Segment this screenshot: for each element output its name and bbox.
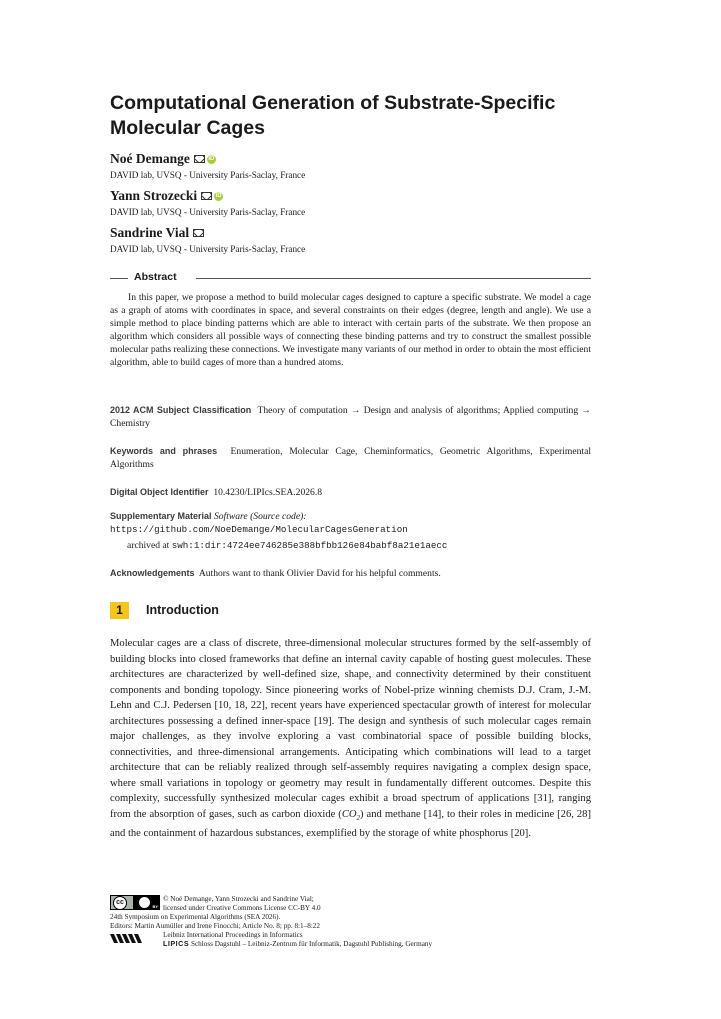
- author-name: Sandrine Vial: [110, 225, 190, 240]
- section-title: Introduction: [146, 603, 219, 617]
- abstract-rule-right: [196, 278, 591, 279]
- lipics-name: LIPICS: [163, 939, 190, 948]
- acknowledgements-label: Acknowledgements: [110, 568, 195, 578]
- abstract-heading: Abstract: [134, 271, 177, 283]
- cc-by-license-icon[interactable]: [110, 895, 160, 910]
- email-icon[interactable]: [201, 192, 212, 200]
- acm-text: Theory of computation → Design and analysis of algorithms; Applied computing → Chemistry: [110, 405, 591, 429]
- footer-editors: Editors: Martin Aumüller and Irene Finocchi; Article No. 8; pp. 8:1–8:22: [110, 922, 320, 930]
- keywords: [110, 445, 591, 471]
- author-affiliation: DAVID lab, UVSQ - University Paris-Saclay, France: [110, 244, 306, 254]
- paper-title: Computational Generation of Substrate-Specific Molecular Cages: [110, 92, 556, 139]
- email-icon[interactable]: [193, 229, 204, 237]
- co2-base: CO: [341, 808, 357, 820]
- footer-lipics-line2-wrap: [163, 940, 432, 949]
- footer-lipics-line2: Schloss Dagstuhl – Leibniz-Zentrum für Informatik, Dagstuhl Publishing, Germany: [190, 940, 433, 948]
- intro-text-part1: Molecular cages are a class of discrete, three-dimensional molecular structures formed by the self-assembly of building blocks into closed frameworks that define an internal cavity capable of hosting guest molecules. These architectures are characterized by well-defined size, shape, and connectivity determined by their constituent components and bonding topology. Since pioneering works of Nobel-prize winning chemists D.J. Cram, J.-M. Lehn and C.J. Pedersen [10, 18, 22], recent years have experienced spectacular growth of interest for molecular architectures possessing a defined inner-space [19]. The design and synthesis of such molecular cages remain major challenges, as they involve exploring a vast combinatorial space of possible building blocks, connectivities, and three-dimensional arrangements. Anticipating which combinations will lead to a target architecture that can be reliably realized through self-assembly requires navigating a complex design space, where small variations in topology or geometry may result in fundamentally different outcomes. Despite this complexity, successfully synthesized molecular cages exhibit a broad spectrum of applications [31], ranging from the absorption of gases, such as carbon dioxide (: [110, 638, 591, 820]
- orcid-icon[interactable]: iD: [208, 156, 215, 163]
- abstract-text: In this paper, we propose a method to build molecular cages designed to capture a specific substrate. We model a cage as a graph of atoms with coordinates in space, and several constraints on their edges (degree, length and angle). We use a simple method to place binding patterns which are able to interact with certain parts of the substrate. We then propose an algorithm which considers all possible ways of connecting these binding patterns and try to construct the smallest possible molecular paths realizing these connections. We investigate many variants of our method in order to obtain the most efficient algorithm, able to build cages of more than a hundred atoms.: [110, 292, 591, 368]
- acm-classification: [110, 404, 591, 430]
- supplementary: [110, 510, 591, 523]
- cc-icon: cc: [113, 896, 127, 910]
- author-name: Noé Demange: [110, 151, 190, 166]
- email-icon[interactable]: [194, 155, 205, 163]
- supplementary-kind: Software (Source code):: [213, 511, 307, 522]
- orcid-icon[interactable]: iD: [215, 193, 222, 200]
- author-1: [110, 151, 216, 167]
- author-affiliation: DAVID lab, UVSQ - University Paris-Saclay, France: [110, 170, 306, 180]
- author-name: Yann Strozecki: [110, 188, 198, 203]
- by-label: BY: [152, 904, 158, 909]
- lipics-logo-icon: [110, 932, 156, 945]
- repository-link[interactable]: https://github.com/NoeDemange/MolecularCagesGeneration: [110, 524, 408, 535]
- doi-label: Digital Object Identifier: [110, 487, 209, 497]
- intro-text-part2: ) and methane [14], to their roles in medicine [26, 28] and the containment of hazardous substances, exemplified by the storage of white phosphorus [20].: [110, 808, 591, 840]
- doi: [110, 486, 591, 499]
- keywords-label: Keywords and phrases: [110, 446, 218, 456]
- footer-license: licensed under Creative Commons License CC-BY 4.0: [163, 904, 321, 912]
- section-number-badge: 1: [110, 602, 129, 619]
- acknowledgements-text: Authors want to thank Olivier David for his helpful comments.: [198, 568, 441, 579]
- footer-lipics-line1: Leibniz International Proceedings in Informatics: [163, 931, 303, 939]
- footer-copyright: © Noé Demange, Yann Strozecki and Sandrine Vial;: [163, 895, 314, 903]
- abstract-rule-left: [110, 278, 128, 279]
- co2-subscript: 2: [356, 813, 361, 822]
- archived-line: [127, 540, 447, 551]
- archived-prefix: archived at: [127, 540, 170, 551]
- supplementary-label: Supplementary Material: [110, 511, 212, 521]
- author-3: [110, 225, 204, 241]
- doi-text[interactable]: 10.4230/LIPIcs.SEA.2026.8: [213, 487, 323, 498]
- introduction-paragraph: [110, 636, 591, 842]
- acm-label: 2012 ACM Subject Classification: [110, 405, 252, 415]
- keywords-text: Enumeration, Molecular Cage, Cheminformatics, Geometric Algorithms, Experimental Algorithms: [110, 446, 591, 470]
- person-icon: [139, 897, 150, 908]
- author-2: [110, 188, 223, 204]
- acknowledgements: [110, 567, 591, 580]
- swh-link[interactable]: swh:1:dir:4724ee746285e388bfbb126e84babf8a21e1aecc: [171, 540, 448, 551]
- co2-formula: [342, 809, 360, 820]
- author-affiliation: DAVID lab, UVSQ - University Paris-Saclay, France: [110, 207, 306, 217]
- footer-symposium: 24th Symposium on Experimental Algorithms (SEA 2026).: [110, 913, 281, 921]
